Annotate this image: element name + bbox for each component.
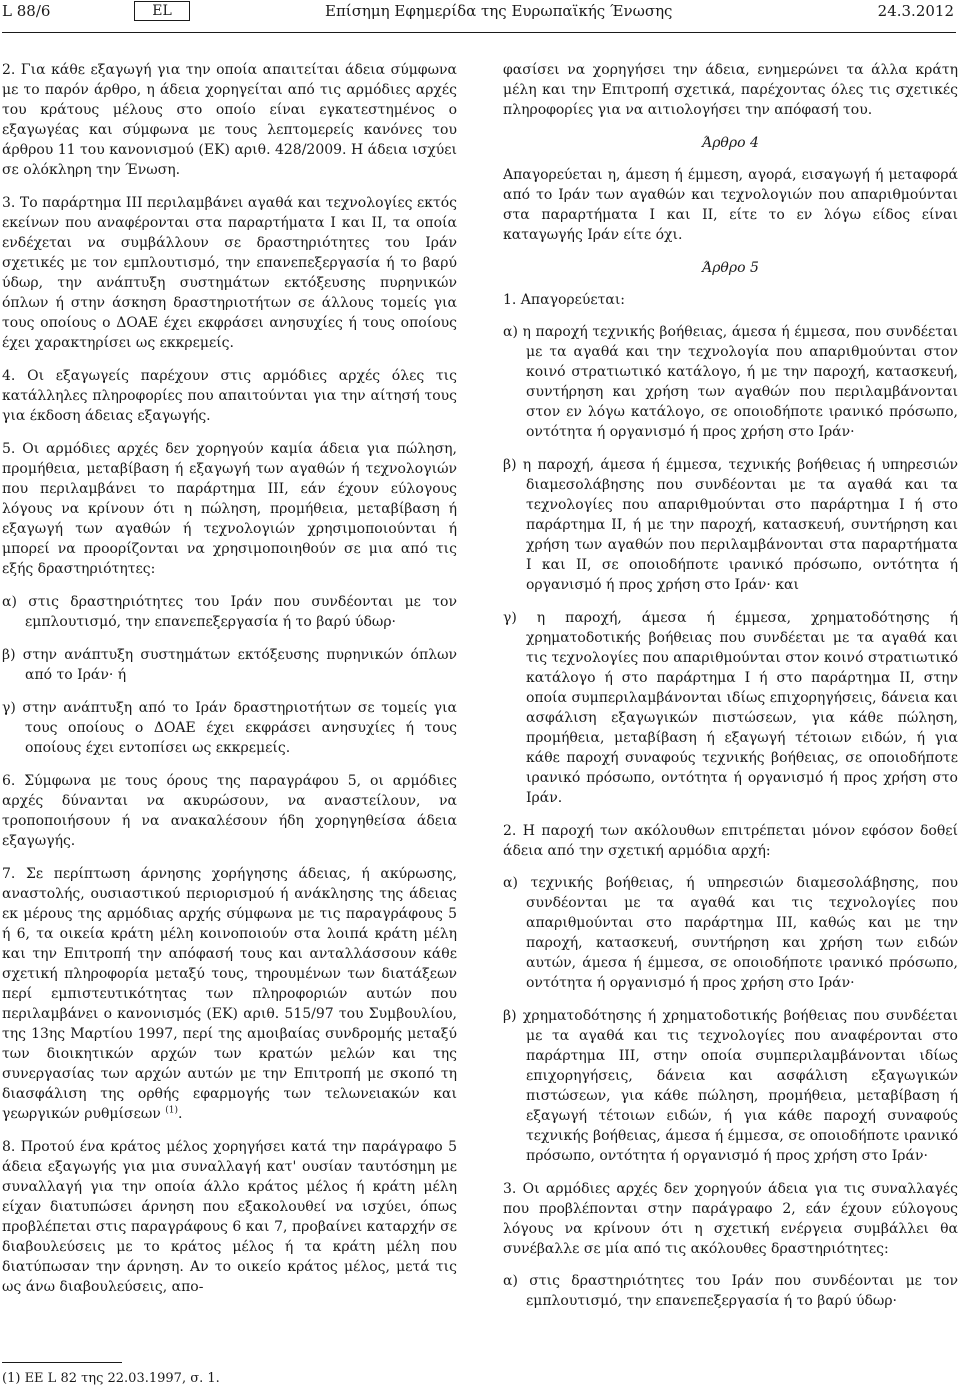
paragraph-5-item-c: γ) στην ανάπτυξη από το Ιράν δραστηριοτήτων σε τομείς για τους οποίους ο ΔΟΑΕ έχει εκφράσει ανησυχίες ή τους οποίους έχει εντοπίσει ως εκκρεμείς. — [2, 700, 457, 756]
journal-title: Επίσημη Εφημερίδα της Ευρωπαϊκής Ένωσης — [325, 2, 673, 20]
footnote-mark: (1) — [2, 1371, 21, 1386]
paragraph-8: 8. Προτού ένα κράτος μέλος χορηγήσει κατά την παράγραφο 5 άδεια εξαγωγής για μια συναλλαγή κατ' ουσίαν ταυτόσημη με συναλλαγή για την οποία άλλο κράτος μέλος ή κράτη μέλη είχαν διατυπώσει άρνηση που εξακολουθεί να ισχύει, όπως προβλέπεται στις παραγράφους 6 και 7, προβαίνει καταρχήν σε διαβουλεύσεις με το κράτος μέλος ή τα κράτη μέλη που διατύπωσαν την άρνηση. Αν το οικείο κράτος μέλος, μετά τις ως άνω διαβουλεύσεις, απο- — [2, 1139, 457, 1295]
paragraph-7-text: 7. Σε περίπτωση άρνησης χορήγησης άδειας, ή ακύρωσης, αναστολής, ουσιαστικού περιορισμού ή ανάκλησης της άδειας εκ μέρους της αρμόδιας αρχής σύμφωνα με τις παραγράφους 5 ή 6, τα οικεία κράτη μέλη κοινοποιούν στα λοιπά κράτη μέλη και την Επιτροπή την απόφασή τους και ανταλλάσσουν κάθε σχετική πληροφορία μεταξύ τους, τηρουμένων των διατάξεων περί εμπιστευτικότητας των πληροφοριών αυτών που περιλαμβάνει ο κανονισμός (ΕΚ) αριθ. 515/97 του Συμβουλίου, της 13ης Μαρτίου 1997, περί της αμοιβαίας συνδρομής μεταξύ των διοικητικών αρχών των κρατών μελών και της συνεργασίας των αρχών αυτών με την Επιτροπή με σκοπό τη διασφάλιση της ορθής εφαρμογής των τελωνειακών και γεωργικών ρυθμίσεων — [2, 866, 457, 1122]
right-column — [503, 60, 958, 1324]
article-5-item-1c: γ) η παροχή, άμεσα ή έμμεσα, χρηματοδότησης ή χρηματοδοτικής βοήθειας που συνδέεται με τα αγαθά και τις τεχνολογίες που απαριθμούνται στον κοινό στρατιωτικό κατάλογο ή στο παράρτημα I ή στο παράρτημα II, στην οποία συμπεριλαμβάνονται ιδίως επιχορηγήσεις, δάνεια και ασφάλιση εξαγωγικών πιστώσεων, για κάθε πώληση, προμήθεια, μεταβίβαση ή εξαγωγή τέτοιων ειδών, ή για κάθε παροχή συναφούς τεχνικής βοήθειας, σε οποιοδήποτε ιρανικό πρόσωπο, οντότητα ή οργανισμό ή προς χρήση στο Ιράν. — [503, 610, 958, 806]
article-4-text: Απαγορεύεται η, άμεση ή έμμεση, αγορά, εισαγωγή ή μεταφορά από το Ιράν των αγαθών και τεχνολογιών που απαριθμούνται στα παραρτήματα I και II, είτε το εν λόγω είδος είναι καταγωγής Ιράν είτε όχι. — [503, 167, 958, 243]
article-5-title: Άρθρο 5 — [702, 260, 759, 276]
footnote-divider — [2, 1362, 122, 1363]
footnote-text: ΕΕ L 82 της 22.03.1997, σ. 1. — [24, 1371, 220, 1386]
paragraph-6: 6. Σύμφωνα με τους όρους της παραγράφου 5, οι αρμόδιες αρχές δύνανται να ακυρώσουν, να αναστείλουν, να τροποποιήσουν ή να ανακαλέσουν ήδη χορηγηθείσα άδεια εξαγωγής. — [2, 773, 457, 849]
paragraph-3: 3. Το παράρτημα III περιλαμβάνει αγαθά και τεχνολογίες εκτός εκείνων που αναφέρονται στα παραρτήματα I και II, τα οποία ενδέχεται να συμβάλλουν σε δραστηριότητες του Ιράν σχετικές με τον εμπλουτισμό, την επανεπεξεργασία ή το βαρύ ύδωρ, την ανάπτυξη συστημάτων εκτόξευσης πυρηνικών όπλων ή στην άσκηση δραστηριοτήτων σε άλλους τομείς για τους οποίους ο ΔΟΑΕ έχει εκφράσει ανησυχίες ή τους οποίους έχει χαρακτηρίσει ως εκκρεμείς. — [2, 195, 457, 351]
paragraph-4: 4. Οι εξαγωγείς παρέχουν στις αρμόδιες αρχές όλες τις κατάλληλες πληροφορίες που απαιτούνται για την αίτησή τους για έκδοση άδειας εξαγωγής. — [2, 368, 457, 424]
page-header — [2, 0, 956, 22]
article-4-title: Άρθρο 4 — [702, 135, 759, 151]
article-5-item-2b: β) χρηματοδότησης ή χρηματοδοτικής βοήθειας που συνδέεται με τα αγαθά και τις τεχνολογίες που αναφέρονται στο παράρτημα III, στην οποία συμπεριλαμβάνονται ιδίως επιχορηγήσεις, δάνεια και ασφάλιση εξαγωγικών πιστώσεων, για κάθε πώληση, προμήθεια, μεταβίβαση ή εξαγωγή τέτοιων ειδών, ή για κάθε παροχή συναφούς τεχνικής βοήθειας, άμεσα ή έμμεσα, σε οποιοδήποτε ιρανικό πρόσωπο, οντότητα ή οργανισμό ή προς χρήση στο Ιράν· — [503, 1008, 958, 1164]
paragraph-7-end: . — [177, 1106, 183, 1122]
article-5-item-1a: α) η παροχή τεχνικής βοήθειας, άμεσα ή έμμεσα, που συνδέεται με τα αγαθά και την τεχνολογία που απαριθμούνται στον κοινό στρατιωτικό κατάλογο, ή με την παροχή, κατασκευή, συντήρηση και χρήση των αγαθών που περιλαμβάνονται στον εν λόγω κατάλογο, σε οποιοδήποτε ιρανικό πρόσωπο, οντότητα ή οργανισμό ή προς χρήση στο Ιράν· — [503, 324, 958, 440]
paragraph-5: 5. Οι αρμόδιες αρχές δεν χορηγούν καμία άδεια για πώληση, προμήθεια, μεταβίβαση ή εξαγωγή των αγαθών ή τεχνολογιών που περιλαμβάνει το παράρτημα III, εάν έχουν εύλογους λόγους να κρίνουν ότι η πώληση, προμήθεια, μεταβίβαση ή εξαγωγή των αγαθών ή τεχνολογιών χρησιμοποιούνται ή μπορεί να προορίζονται να χρησιμοποιηθούν σε μια από τις εξής δραστηριότητες: — [2, 441, 457, 577]
article-5-item-1b: β) η παροχή, άμεσα ή έμμεσα, τεχνικής βοήθειας ή υπηρεσιών διαμεσολάβησης που συνδέονται με τα αγαθά και τα τεχνολογίες που απαριθμούνται στο παράρτημα I ή στο παράρτημα II, ή με την παροχή, κατασκευή, συντήρηση και χρήση των αγαθών που περιλαμβάνονται στα παραρτήματα I και II, σε οποιοδήποτε ιρανικό πρόσωπο, οντότητα ή οργανισμό ή προς χρήση στο Ιράν· και — [503, 457, 958, 593]
paragraph-5-item-b: β) στην ανάπτυξη συστημάτων εκτόξευσης πυρηνικών όπλων από το Ιράν· ή — [2, 647, 457, 683]
footnote — [2, 1370, 220, 1388]
article-5-paragraph-1: 1. Απαγορεύεται: — [503, 292, 626, 308]
left-column — [2, 60, 457, 1310]
article-5-paragraph-2: 2. Η παροχή των ακόλουθων επιτρέπεται μόνον εφόσον δοθεί άδεια από την σχετική αρμόδια αρχή: — [503, 823, 958, 859]
article-5-item-3a: α) στις δραστηριότητες του Ιράν που συνδέονται με τον εμπλουτισμό, την επανεπεξεργασία ή το βαρύ ύδωρ· — [503, 1273, 958, 1309]
article-5-item-2a: α) τεχνικής βοήθειας, ή υπηρεσιών διαμεσολάβησης, που συνδέονται με τα αγαθά και τις τεχνολογίες που απαριθμούνται στο παράρτημα III, καθώς και με την παροχή, κατασκευή, συντήρηση και χρήση των ειδών αυτών, άμεσα ή έμμεσα, σε οποιοδήποτε ιρανικό πρόσωπο, οντότητα ή οργανισμό ή προς χρήση στο Ιράν· — [503, 875, 958, 991]
paragraph-5-item-a: α) στις δραστηριότητες του Ιράν που συνδέονται με τον εμπλουτισμό, την επανεπεξεργασία ή το βαρύ ύδωρ· — [2, 594, 457, 630]
issue-date: 24.3.2012 — [877, 2, 954, 20]
paragraph-2: 2. Για κάθε εξαγωγή για την οποία απαιτείται άδεια σύμφωνα με το παρόν άρθρο, η άδεια χορηγείται από τις αρμόδιες αρχές του κράτους μέλους στο οποίο είναι εγκατεστημένος ο εξαγωγέας και σύμφωνα με τους λεπτομερείς κανόνες του άρθρου 11 του κανονισμού (ΕΚ) αριθ. 428/2009. Η άδεια ισχύει σε ολόκληρη την Ένωση. — [2, 62, 457, 178]
continued-paragraph: φασίσει να χορηγήσει την άδεια, ενημερώνει τα άλλα κράτη μέλη και την Επιτροπή σχετικά, παρέχοντας όλες τις σχετικές πληροφορίες για να αιτιολογήσει την απόφασή του. — [503, 62, 958, 118]
language-badge: EL — [134, 1, 190, 21]
header-divider — [2, 32, 956, 33]
article-5-paragraph-3: 3. Οι αρμόδιες αρχές δεν χορηγούν άδεια για τις συναλλαγές που προβλέπονται στην παράγραφο 2, εάν έχουν εύλογους λόγους να κρίνουν ότι η σχετική ενέργεια συμβάλλει θα συνέβαλλε σε μία από τις ακόλουθες δραστηριότητες: — [503, 1181, 958, 1257]
footnote-reference[interactable]: (1) — [165, 1105, 178, 1116]
page-reference: L 88/6 — [2, 2, 51, 20]
paragraph-7 — [2, 864, 457, 1124]
